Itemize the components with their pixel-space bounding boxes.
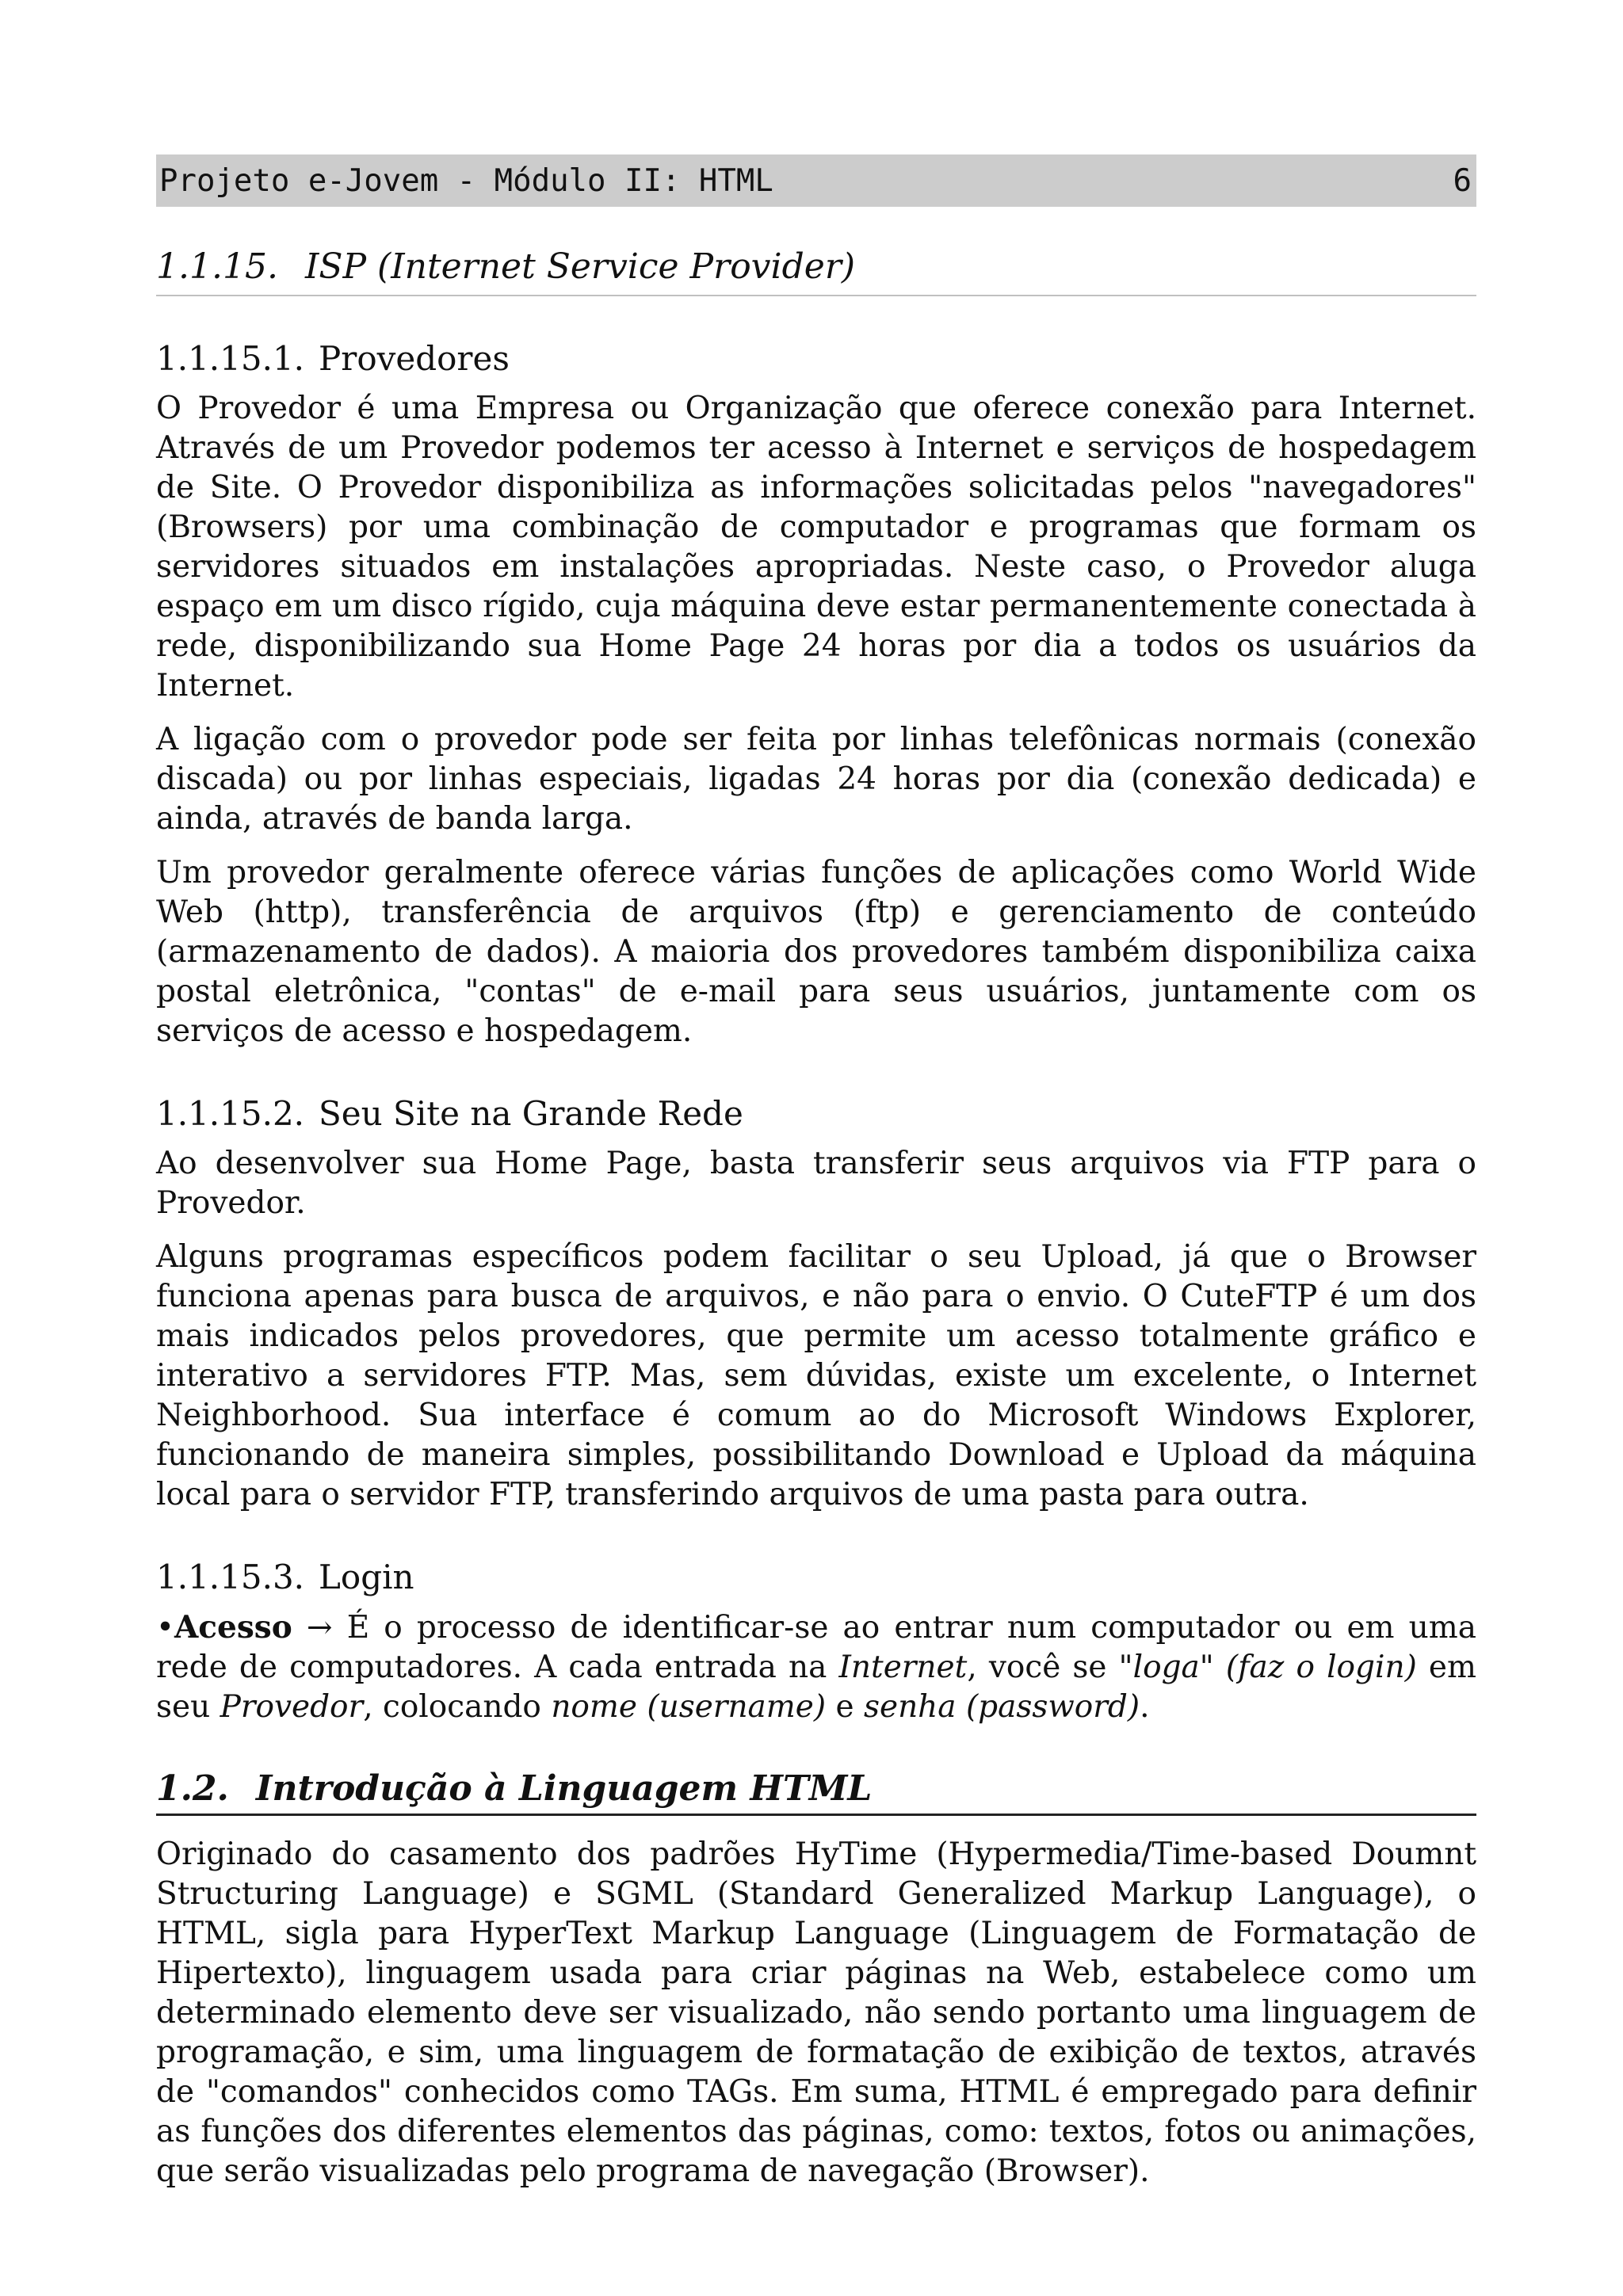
section-number: 1.2. [156, 1768, 229, 1809]
paragraph: Um provedor geralmente oferece várias funções de aplicações como World Wide Web (http), transferência de arquivos (ftp) e gerenciamento de conteúdo (armazenamento de dados). A maioria dos provedores também disponibiliza caixa postal eletrônica, "contas" de e-mail para seus usuários, juntamente com os serviços de acesso e hospedagem. [156, 855, 1476, 1049]
bullet-icon: • [156, 1610, 175, 1646]
text-run: É o processo de identificar-se ao entrar num computador ou em uma rede de computadores. A cada entrada na [156, 1610, 1476, 1685]
subsection-heading-login [156, 1558, 1476, 1596]
italic-text: Provedor [220, 1689, 364, 1725]
section-title: ISP (Internet Service Provider) [304, 246, 856, 287]
paragraph: Ao desenvolver sua Home Page, basta transferir seus arquivos via FTP para o Provedor. [156, 1146, 1476, 1221]
paragraph: O Provedor é uma Empresa ou Organização que oferece conexão para Internet. Através de um Provedor podemos ter acesso à Internet e serviços de hospedagem de Site. O Provedor disponibiliza as informações solicitadas pelos "navegadores" (Browsers) por uma combinação de computador e programas que formam os servidores situados em instalações apropriadas. Neste caso, o Provedor aluga espaço em um disco rígido, cuja máquina deve estar permanentemente conectada à rede, disponibilizando sua Home Page 24 horas por dia a todos os usuários da Internet. [156, 391, 1476, 704]
section-title: Introdução à Linguagem HTML [255, 1768, 873, 1809]
paragraph: Originado do casamento dos padrões HyTime (Hypermedia/Time-based Doumnt Structuring Language) e SGML (Standard Generalized Markup Language), o HTML, sigla para HyperText Markup Language (Linguagem de Formatação de Hipertexto), linguagem usada para criar páginas na Web, estabelece como um determinado elemento deve ser visualizado, não sendo portanto uma linguagem de programação, e sim, uma linguagem de formatação de exibição de textos, através de "comandos" conhecidos como TAGs. Em suma, HTML é empregado para definir as funções dos diferentes elementos das páginas, como: textos, fotos ou animações, que serão visualizadas pelo programa de navegação (Browser). [156, 1836, 1476, 2189]
document-page [156, 154, 1476, 2206]
italic-text: loga [1132, 1650, 1200, 1685]
term: Acesso [174, 1609, 292, 1646]
subsection-number: 1.1.15.1. [156, 339, 305, 378]
text-run: em seu [156, 1650, 1476, 1725]
text-run: e [826, 1689, 864, 1725]
page-header [156, 154, 1476, 207]
italic-text: nome (username) [551, 1689, 827, 1725]
section-number: 1.1.15. [156, 246, 278, 287]
subsection-title: Provedores [319, 339, 510, 378]
section-heading-isp [156, 246, 1476, 296]
text-run: , você se " [967, 1650, 1133, 1685]
text-run: , colocando [363, 1689, 552, 1725]
subsection-title: Login [319, 1558, 414, 1596]
subsection-number: 1.1.15.2. [156, 1094, 305, 1133]
italic-text: Internet [838, 1650, 968, 1685]
paragraph: Alguns programas específicos podem facilitar o seu Upload, já que o Browser funciona apenas para busca de arquivos, e não para o envio. O CuteFTP é um dos mais indicados pelos provedores, que permite um acesso totalmente gráfico e interativo a servidores FTP. Mas, sem dúvidas, existe um excelente, o Internet Neighborhood. Sua interface é comum ao do Microsoft Windows Explorer, funcionando de maneira simples, possibilitando Download e Upload da máquina local para o servidor FTP, transferindo arquivos de uma pasta para outra. [156, 1239, 1476, 1512]
italic-text: senha (password) [863, 1689, 1140, 1725]
subsection-number: 1.1.15.3. [156, 1558, 305, 1596]
header-title: Projeto e-Jovem - Módulo II: HTML [159, 162, 773, 199]
arrow-icon: → [306, 1610, 333, 1646]
section-heading-intro-html [156, 1768, 1476, 1816]
text-run: " [1199, 1650, 1226, 1685]
page-number: 6 [1453, 162, 1472, 199]
subsection-heading-provedores [156, 339, 1476, 378]
paragraph: A ligação com o provedor pode ser feita por linhas telefônicas normais (conexão discada) ou por linhas especiais, ligadas 24 horas por dia (conexão dedicada) e ainda, através de banda larga. [156, 722, 1476, 837]
login-definition [156, 1608, 1476, 1727]
subsection-title: Seu Site na Grande Rede [319, 1094, 743, 1133]
italic-text: (faz o login) [1225, 1650, 1417, 1685]
subsection-heading-seu-site [156, 1094, 1476, 1133]
text-run: . [1140, 1689, 1150, 1725]
